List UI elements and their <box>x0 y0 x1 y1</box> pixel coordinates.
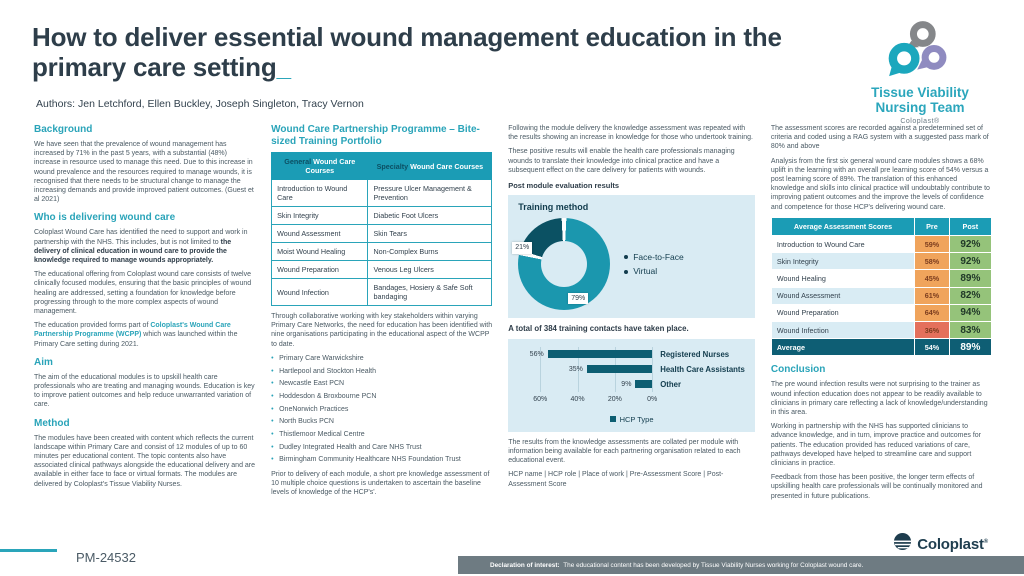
tissue-viability-logo <box>842 20 998 125</box>
bar-row <box>540 362 652 377</box>
conclusion-heading: Conclusion <box>770 364 826 376</box>
column-background <box>34 124 255 506</box>
specialty-highlight: Specialty <box>376 161 409 171</box>
pre-knowledge-paragraph: Prior to delivery of each module, a short pre knowledge assessment of 10 multiple choice questions is undertaken to ascertain the baseline levels of knowledge of the HCP's'. <box>271 470 490 497</box>
bar <box>635 380 652 388</box>
score-cell: 83% <box>949 322 991 339</box>
course-table <box>271 152 492 306</box>
score-cell: 64% <box>915 304 950 321</box>
average-row <box>771 339 991 356</box>
bar-row <box>529 347 652 362</box>
method-heading: Method <box>34 417 70 429</box>
list-item: • Thistlemoor Medical Centre <box>271 430 492 439</box>
list-item: • Hartlepool and Stockton Health <box>271 367 492 376</box>
aim-paragraph: The aim of the educational modules is to upskill health care professionals who are treating and managing wounds. Education is key to improve patient outcomes and help reduce unwarranted variation of care. <box>34 373 255 409</box>
droplets-icon <box>877 65 963 82</box>
data-fields-line: HCP name | HCP role | Place of work | Pre-Assessment Score | Post-Assessment Score <box>508 471 724 488</box>
course-cell: Skin Integrity <box>272 207 368 225</box>
training-method-chart-box <box>508 195 755 318</box>
scores-header-post: Post <box>949 217 991 235</box>
hcp-bar-legend <box>518 415 745 424</box>
who-paragraph-3 <box>34 321 255 349</box>
axis-tick-label: 0% <box>647 395 658 403</box>
background-heading: Background <box>34 124 93 135</box>
results-paragraph-2: These positive results will enable the health care professionals managing wounds to translate their knowledge into clinical practice and have a subsequent effect on the care delivery for patients with wounds. <box>508 148 735 174</box>
average-cell: 89% <box>949 339 991 356</box>
list-item: • Dudley Integrated Health and Care NHS Trust <box>271 443 492 452</box>
legend-item <box>624 267 684 276</box>
who-paragraph-1 <box>34 228 255 265</box>
course-cell: Wound Infection <box>272 279 368 306</box>
course-cell: Moist Wound Healing <box>272 243 368 261</box>
course-table-body <box>272 180 492 306</box>
team-name <box>842 85 998 115</box>
score-cell: 45% <box>915 270 950 287</box>
bar-category-label: Registered Nurses <box>660 349 730 359</box>
hcp-legend-label: HCP Type <box>619 414 654 424</box>
table-row <box>272 207 492 225</box>
hcp-bar-cats <box>660 347 745 392</box>
table-row <box>771 253 991 270</box>
score-cell: 59% <box>915 236 950 253</box>
post-module-subheading: Post module evaluation results <box>508 181 620 191</box>
column-scores-conclusion <box>771 124 992 506</box>
score-cell: 92% <box>949 236 991 253</box>
pcn-list <box>271 354 492 465</box>
legend-label: Virtual <box>633 265 658 276</box>
page-title <box>32 22 847 82</box>
who-heading: Who is delivering wound care <box>34 212 176 224</box>
score-cell: 94% <box>949 304 991 321</box>
list-item: • OneNorwich Practices <box>271 405 492 414</box>
declaration-label: Declaration of interest: <box>490 561 560 569</box>
axis-tick-label: 20% <box>607 395 622 403</box>
gridline <box>652 347 653 392</box>
programme-heading: Wound Care Partnership Programme – Bite-sized Training Portfolio <box>271 124 480 147</box>
scores-header-pre: Pre <box>915 217 950 235</box>
list-item: • North Bucks PCN <box>271 417 492 426</box>
table-row <box>771 304 991 321</box>
authors-line: Authors: Jen Letchford, Ellen Buckley, Joseph Singleton, Tracy Vernon <box>36 98 364 110</box>
bar-category-label: Health Care Assistants <box>660 364 745 374</box>
bar <box>548 350 653 358</box>
rag-paragraph: The assessment scores are recorded against a predetermined set of criteria and coded using a RAG system with a suggested pass mark of 80% and above <box>770 125 989 151</box>
bar-value-label: 56% <box>529 350 544 358</box>
team-name-line1: Tissue Viability <box>871 85 969 100</box>
table-row <box>272 225 492 243</box>
declaration-bar <box>458 556 1024 574</box>
specialty-rest: Wound Care Courses <box>408 161 484 171</box>
column-programme <box>271 124 492 506</box>
course-cell: Pressure Ulcer Management & Prevention <box>368 180 492 207</box>
background-paragraph: We have seen that the prevalence of wound management has increased by 71% in the past 5 years, with a substantial (48%) increase in resource used to manage this need. Due to this increase in wound prevalence and the resources required to manage wounds, it is recognised that there needs to be structural change to manage the increasing demands and provide improved patient outcomes. (Guest et al 2021) <box>34 141 254 204</box>
score-cell: 36% <box>915 322 950 339</box>
legend-dot-icon <box>624 255 628 259</box>
declaration-body: The educational content has been developed by Tissue Viability Nurses working for Coloplast wound care. <box>563 561 864 569</box>
table-row <box>272 261 492 279</box>
bar <box>587 365 652 373</box>
total-contacts-text: A total of 384 training contacts have taken place. <box>508 324 689 334</box>
hcp-type-chart-box <box>508 339 755 432</box>
course-cell: Non-Complex Burns <box>368 243 492 261</box>
score-cell: Skin Integrity <box>771 253 914 270</box>
results-paragraph-1: Following the module delivery the knowledge assessment was repeated with the results showing an increase in knowledge for those who undertook training. <box>508 125 753 142</box>
collation-paragraph: The results from the knowledge assessments are collated per module with information being available for each partnering organisation related to each educational event. <box>508 438 741 465</box>
training-method-donut <box>515 218 610 310</box>
conclusion-paragraph-1: The pre wound infection results were not surprising to the trainer as wound infection education does not appear to be readily available to clinicians in primary care reflecting a lack of knowledge/understanding in this area. <box>770 381 988 417</box>
declaration-text <box>490 562 863 569</box>
course-cell: Wound Preparation <box>272 261 368 279</box>
donut-hole <box>541 241 587 287</box>
table-row <box>272 279 492 306</box>
table-row <box>771 287 991 304</box>
footer-accent-line <box>0 549 57 552</box>
who-p3-post: which was launched within the Primary Care setting during 2021. <box>34 331 238 348</box>
score-cell: 92% <box>949 253 991 270</box>
score-cell: 61% <box>915 287 950 304</box>
table-row <box>272 243 492 261</box>
axis-tick-label: 40% <box>570 395 585 403</box>
donut-legend <box>624 248 684 281</box>
collaboration-paragraph: Through collaborative working with key stakeholders within varying Primary Care Networks, the need for education has been identified with nine organisations participating in the educational aspect of the WCPP to date. <box>271 313 493 348</box>
score-cell: Wound Assessment <box>771 287 914 304</box>
course-cell: Introduction to Wound Care <box>272 180 368 207</box>
list-item: • Birmingham Community Healthcare NHS Foundation Trust <box>271 455 492 464</box>
course-cell: Diabetic Foot Ulcers <box>368 207 492 225</box>
assessment-scores-table <box>771 217 992 357</box>
donut-label-secondary: 21% <box>512 242 532 253</box>
bar-row <box>540 377 652 392</box>
course-cell: Skin Tears <box>368 225 492 243</box>
hcp-bar-ticks <box>533 395 658 407</box>
coloplast-globe-icon <box>893 532 912 556</box>
team-name-line2: Nursing Team <box>875 100 965 115</box>
scores-header-name: Average Assessment Scores <box>771 217 914 235</box>
course-cell: Venous Leg Ulcers <box>368 261 492 279</box>
coloplast-wordmark: Coloplast® <box>917 535 988 553</box>
who-p1-bold: the delivery of clinical education in wound care to provide the knowledge required to manage wounds appropriately. <box>34 238 232 265</box>
donut-label-primary: 79% <box>568 293 588 304</box>
title-text: How to deliver essential wound management education in the primary care setting <box>32 22 782 82</box>
bar-category-label: Other <box>660 379 682 389</box>
who-p1-normal: Coloplast Wound Care has identified the need to support and work in partnership with the NHS. This includes, but is not limited to <box>34 229 248 246</box>
hcp-bar-plot <box>529 347 652 392</box>
column-results <box>508 124 755 506</box>
pm-code: PM-24532 <box>76 550 136 565</box>
general-highlight: General <box>284 157 312 166</box>
poster-columns <box>34 124 992 506</box>
conclusion-paragraph-2: Working in partnership with the NHS has supported clinicians to advance knowledge, and in turn, improve practice and outcomes for patients. The education provided has reduced variations of care, pathways developed have helped to streamline care and support clinicians in practice. <box>770 423 981 468</box>
score-cell: Wound Infection <box>771 322 914 339</box>
coloplast-logo <box>893 532 988 556</box>
method-paragraph: The modules have been created with content which reflects the current landscape within Primary Care and consist of 12 modules of up to 60 minutes per educational content. The topic contents also have associated clinical pathways alongside the educational delivery and are available in either face to face or virtual formats. The modules are delivered by Coloplast's Tissue Viability Nurses. <box>34 434 256 488</box>
wcpp-programme-text: Coloplast's Wound Care Partnership Programme (WCPP) <box>34 322 231 339</box>
bar-value-label: 35% <box>568 365 583 373</box>
title-underscore: _ <box>276 52 291 82</box>
score-cell: 89% <box>949 270 991 287</box>
who-paragraph-2: The educational offering from Coloplast wound care consists of twelve clinically focused modules, ensuring that the basic principles of wound healing are addressed, setting a foundation for knowledge before progressing through to the more complex aspects of wound management. <box>34 271 252 316</box>
average-cell: Average <box>771 339 914 356</box>
score-cell: Wound Preparation <box>771 304 914 321</box>
assessment-table-body <box>771 236 991 356</box>
table-row <box>771 270 991 287</box>
course-cell: Wound Assessment <box>272 225 368 243</box>
score-cell: 82% <box>949 287 991 304</box>
list-item: • Primary Care Warwickshire <box>271 354 492 363</box>
bar-value-label: 9% <box>621 380 632 388</box>
general-rest: Wound Care Courses <box>305 157 356 175</box>
training-method-title: Training method <box>518 202 589 213</box>
list-item: • Hoddesdon & Broxbourne PCN <box>271 392 492 401</box>
coloplast-brand-text: Coloplast <box>917 535 984 553</box>
conclusion-paragraph-3: Feedback from those has been positive, the longer term effects of upskilling health care professionals will be continually monitored and presented in future publications. <box>770 474 983 500</box>
general-courses-header <box>272 153 368 180</box>
legend-label: Face-to-Face <box>633 251 684 262</box>
course-cell: Bandages, Hosiery & Safe Soft bandaging <box>368 279 492 306</box>
analysis-paragraph: Analysis from the first six general wound care modules shows a 68% uplift in the learning with an overall pre learning score of 54% versus a post learning score of 89%. The translation of this enhanced knowledge and skills into clinical practice will undoubtably contribute to improving patient outcomes and the improve the levels of confidence and competence for those HCP's delivering wound care. <box>770 157 990 211</box>
table-row <box>771 236 991 253</box>
logo-brand: Coloplast® <box>900 118 940 125</box>
list-item: • Newcastle East PCN <box>271 379 492 388</box>
average-cell: 54% <box>915 339 950 356</box>
axis-tick-label: 60% <box>533 395 548 403</box>
legend-square-icon <box>610 416 616 422</box>
who-p3-pre: The education provided forms part of <box>34 322 151 330</box>
table-row <box>771 322 991 339</box>
table-row <box>272 180 492 207</box>
score-cell: 58% <box>915 253 950 270</box>
specialty-courses-header <box>368 153 492 180</box>
score-cell: Introduction to Wound Care <box>771 236 914 253</box>
legend-item <box>624 253 684 262</box>
aim-heading: Aim <box>34 356 53 368</box>
legend-dot-icon <box>624 270 628 274</box>
score-cell: Wound Healing <box>771 270 914 287</box>
